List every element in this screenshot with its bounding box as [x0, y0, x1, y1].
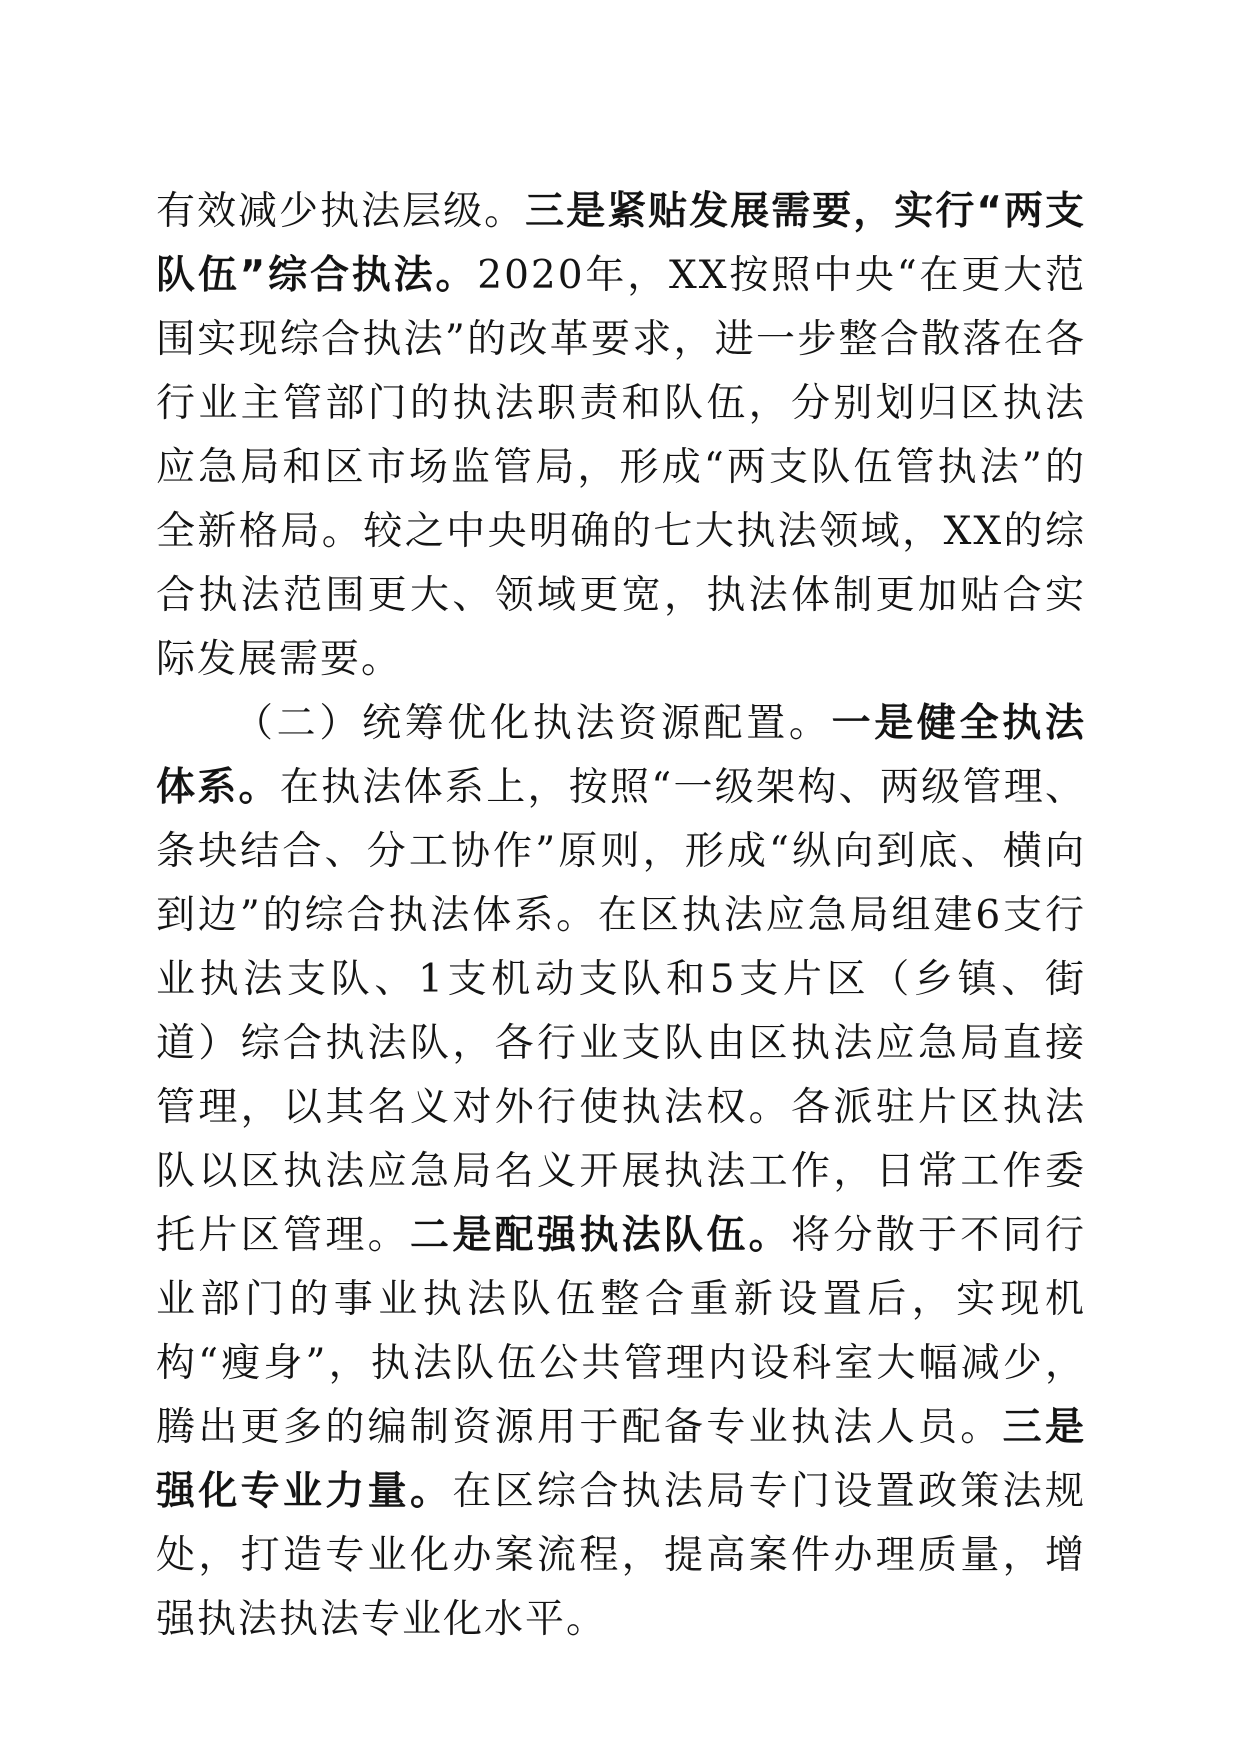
point-3-body: 在区综合执法局专门设置政策法规处，打造专业化办案流程，提高案件办理质量，增强执法执法专业化水平。 [156, 1469, 1086, 1642]
paragraph-2 [156, 692, 1086, 1652]
paragraph-1-run-3: 2020年，XX按照中央“在更大范围实现综合执法”的改革要求，进一步整合散落在各行业主管部门的执法职责和队伍，分别划归区执法应急局和区市场监管局，形成“两支队伍管执法”的全新格局。较之中央明确的七大执法领域，XX的综合执法范围更大、领域更宽，执法体制更加贴合实际发展需要。 [156, 253, 1086, 682]
paragraph-1 [156, 180, 1086, 692]
point-2-heading: 二是配强执法队伍。 [410, 1213, 791, 1258]
paragraph-1-run-1: 有效减少执法层级。 [156, 189, 526, 234]
point-1-body: 在执法体系上，按照“一级架构、两级管理、条块结合、分工协作”原则，形成“纵向到底、横向到边”的综合执法体系。在区执法应急局组建6支行业执法支队、1支机动支队和5支片区（乡镇、街道）综合执法队，各行业支队由区执法应急局直接管理，以其名义对外行使执法权。各派驻片区执法队以区执法应急局名义开展执法工作，日常工作委托片区管理。 [156, 765, 1086, 1258]
point-1-heading: 一是健全执法体系。 [156, 701, 1086, 810]
section-heading: （二）统筹优化执法资源配置。 [234, 701, 832, 746]
point-3-heading: 三是强化专业力量。 [156, 1405, 1086, 1514]
point-2-body: 将分散于不同行业部门的事业执法队伍整合重新设置后，实现机构“瘦身”，执法队伍公共管理内设科室大幅减少，腾出更多的编制资源用于配备专业执法人员。 [156, 1213, 1086, 1450]
document-body [156, 180, 1086, 1652]
paragraph-1-bold-heading: 三是紧贴发展需要，实行“两支队伍”综合执法。 [156, 189, 1086, 298]
